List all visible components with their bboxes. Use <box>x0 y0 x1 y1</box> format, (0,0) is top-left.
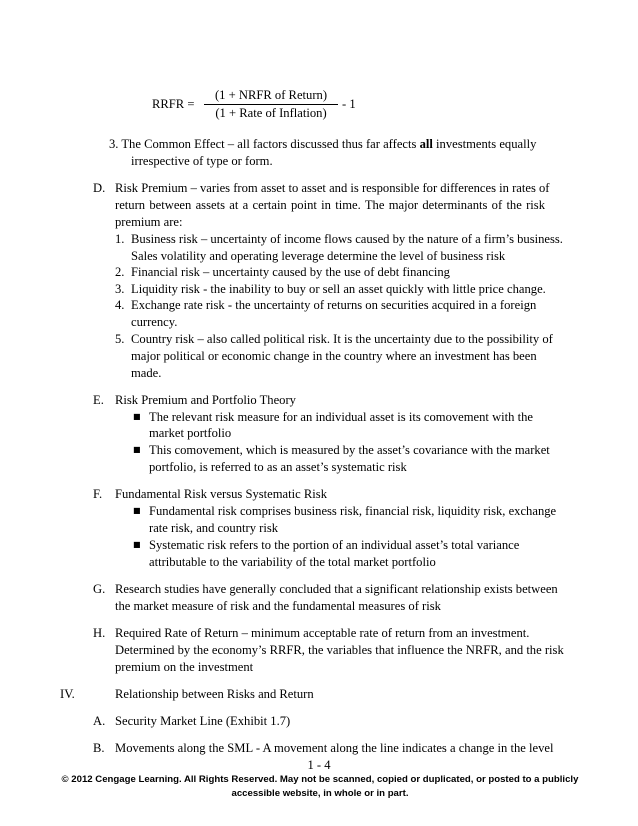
formula-rhs: - 1 <box>342 97 356 111</box>
section-h-line: premium on the investment <box>115 660 254 674</box>
section-h-line: Required Rate of Return – minimum acceptable rate of return from an investment. <box>115 626 530 640</box>
copyright-notice: © 2012 Cengage Learning. All Rights Reserved. May not be scanned, copied or duplicated, or posted to a publicly accessible website, in whole or in part. <box>61 774 579 799</box>
section-iv-a-letter: A. <box>93 714 106 728</box>
bullet-text: Systematic risk refers to the portion of an individual asset’s total variance <box>149 538 520 552</box>
list-number: 1. <box>115 232 125 246</box>
section-f-letter: F. <box>93 487 103 501</box>
list-number: 4. <box>115 298 125 312</box>
list-item-text: Liquidity risk - the inability to buy or sell an asset quickly with little price change. <box>131 282 546 296</box>
formula-lhs: RRFR = <box>152 97 195 111</box>
section-e-title: Risk Premium and Portfolio Theory <box>115 393 296 407</box>
square-bullet-icon: ■ <box>133 540 141 549</box>
list-number: 2. <box>115 265 125 279</box>
section-e-letter: E. <box>93 393 104 407</box>
item-c3-line1 <box>109 136 536 153</box>
list-item-text: major political or economic change in the country where an investment has been <box>131 349 537 363</box>
formula-numerator: (1 + NRFR of Return) <box>214 88 328 102</box>
section-iv-b-letter: B. <box>93 741 105 755</box>
bullet-text: portfolio, is referred to as an asset’s systematic risk <box>149 460 407 474</box>
list-number: 5. <box>115 332 125 346</box>
bullet-text: rate risk, and country risk <box>149 521 279 535</box>
list-item-text: Financial risk – uncertainty caused by the use of debt financing <box>131 265 450 279</box>
list-item-text: made. <box>131 366 162 380</box>
section-iv-title: Relationship between Risks and Return <box>115 687 314 701</box>
section-h-line: Determined by the economy’s RRFR, the variables that influence the NRFR, and the risk <box>115 643 564 657</box>
item-c3-line2: irrespective of type or form. <box>131 154 273 168</box>
page-number: 1 - 4 <box>307 758 331 772</box>
rrfr-formula <box>152 87 356 123</box>
list-number: 3. <box>115 282 125 296</box>
section-g-letter: G. <box>93 582 106 596</box>
item-c3-suffix: investments equally <box>432 137 537 151</box>
section-iv-numeral: IV. <box>60 687 75 701</box>
list-item-text: Business risk – uncertainty of income flows caused by the nature of a firm’s business. <box>131 232 563 246</box>
bullet-text: The relevant risk measure for an individual asset is its comovement with the <box>149 410 534 424</box>
section-f-title: Fundamental Risk versus Systematic Risk <box>115 487 327 501</box>
section-h-letter: H. <box>93 626 106 640</box>
section-d-letter: D. <box>93 181 106 195</box>
square-bullet-icon: ■ <box>133 412 141 421</box>
item-c3-bold: all <box>419 137 433 151</box>
section-g-line: Research studies have generally concluded that a significant relationship exists between <box>115 582 558 596</box>
item-c3-prefix: 3. The Common Effect – all factors discussed thus far affects <box>109 137 420 151</box>
list-item-text: Country risk – also called political risk. It is the uncertainty due to the possibility of <box>131 332 553 346</box>
section-d-line: premium are: <box>115 215 183 229</box>
section-iv-b-text: Movements along the SML - A movement along the line indicates a change in the level <box>115 741 554 755</box>
list-item-text: currency. <box>131 315 178 329</box>
list-item-text: Sales volatility and operating leverage determine the level of business risk <box>131 249 506 263</box>
section-d-line: Risk Premium – varies from asset to asset and is responsible for differences in rates of <box>115 181 550 195</box>
section-d-line: return between assets at a certain point in time. The major determinants of the risk <box>115 198 545 212</box>
section-iv-a-text: Security Market Line (Exhibit 1.7) <box>115 714 291 728</box>
formula-denominator: (1 + Rate of Inflation) <box>215 106 327 120</box>
section-g-line: the market measure of risk and the fundamental measures of risk <box>115 599 441 613</box>
list-item-text: Exchange rate risk - the uncertainty of returns on securities acquired in a foreign <box>131 298 537 312</box>
square-bullet-icon: ■ <box>133 506 141 515</box>
bullet-text: Fundamental risk comprises business risk, financial risk, liquidity risk, exchange <box>149 504 557 518</box>
bullet-text: This comovement, which is measured by the asset’s covariance with the market <box>149 443 550 457</box>
bullet-text: attributable to the variability of the total market portfolio <box>149 555 436 569</box>
square-bullet-icon: ■ <box>133 445 141 454</box>
bullet-text: market portfolio <box>149 426 232 440</box>
